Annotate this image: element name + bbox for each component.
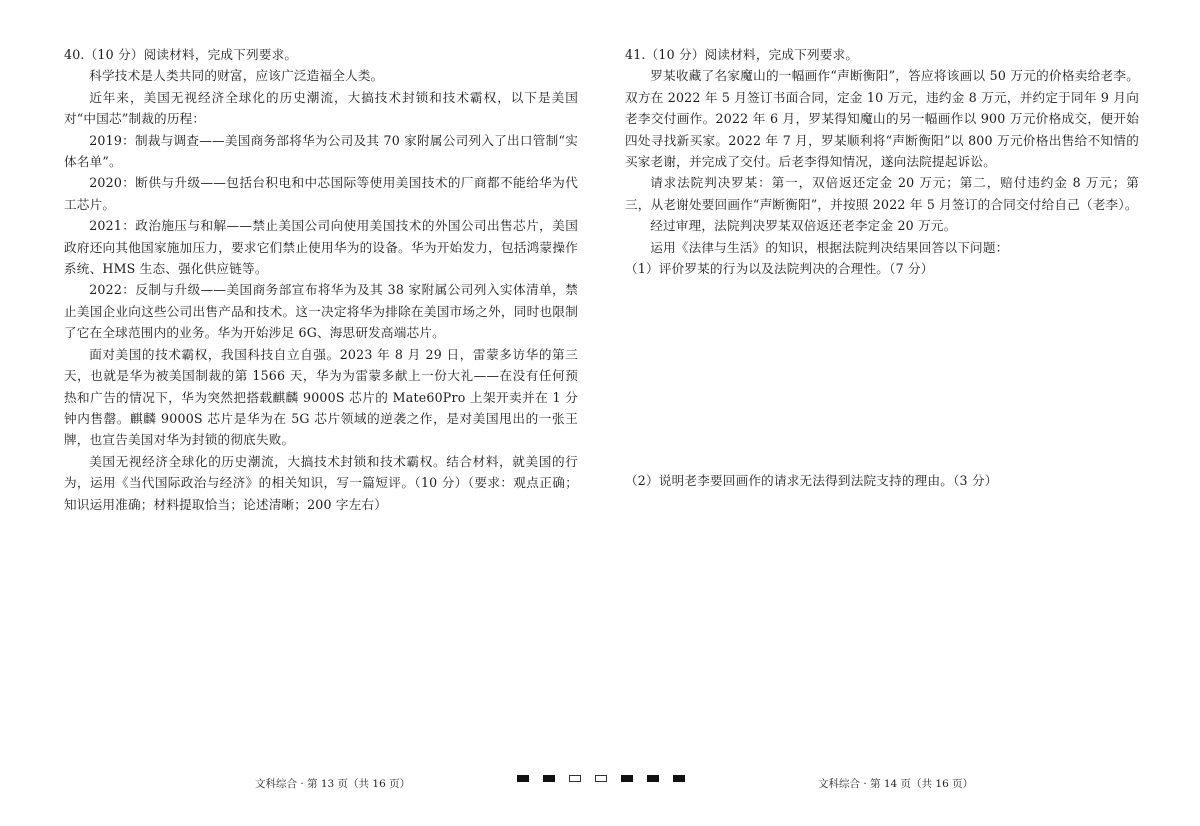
page-alignment-marks — [517, 775, 685, 782]
question-40-title: 40.（10 分）阅读材料，完成下列要求。 — [64, 47, 298, 62]
page-footer-right: 文科综合 · 第 14 页（共 16 页） — [818, 778, 974, 790]
q40-paragraph: 2019：制裁与调查——美国商务部将华为公司及其 70 家附属公司列入了出口管制“实体名单”。 — [64, 132, 578, 170]
question-41-title: 41.（10 分）阅读材料，完成下列要求。 — [625, 47, 859, 62]
q40-task-requirement: 美国无视经济全球化的历史潮流，大搞技术封锁和技术霸权。结合材料，就美国的行为，运用《当代国际政治与经济》的相关知识，写一篇短评。（10 分）（要求：观点正确；知识运用准确；材料提取恰当；论述清晰；200 字左右） — [64, 453, 578, 512]
page-footer-left: 文科综合 · 第 13 页（共 16 页） — [255, 778, 411, 790]
q40-paragraph: 科学技术是人类共同的财富，应该广泛造福全人类。 — [89, 68, 384, 84]
q41-paragraph: 请求法院判决罗某：第一，双倍返还定金 20 万元；第二，赔付违约金 8 万元；第三，从老谢处要回画作“声断衡阳”，并按照 2022 年 5 月签订的合同交付给自己（老李）。 — [625, 175, 1139, 212]
filled-mark — [543, 775, 555, 782]
q41-paragraph: 经过审理，法院判决罗某双倍返还老李定金 20 万元。 — [650, 218, 957, 234]
q40-paragraph: 2020：断供与升级——包括台积电和中芯国际等使用美国技术的厂商都不能给华为代工芯片。 — [64, 175, 578, 212]
right-page-column — [625, 44, 1139, 492]
q40-paragraph: 2022：反制与升级——美国商务部宣布将华为及其 38 家附属公司列入实体清单，禁止美国企业向这些公司出售产品和技术。这一决定将华为排除在美国市场之外，同时也限制了它在全球范围内的业务。华为开始涉足 6G、海思研发高端芯片。 — [64, 282, 578, 341]
q40-paragraph: 2021：政治施压与和解——禁止美国公司向使用美国技术的外国公司出售芯片，美国政府还向其他国家施加压力，要求它们禁止使用华为的设备。华为开始发力，包括鸿蒙操作系统、HMS 生态、强化供应链等。 — [64, 218, 578, 277]
filled-mark — [673, 775, 685, 782]
filled-mark — [647, 775, 659, 782]
q41-paragraph: 罗某收藏了名家魔山的一幅画作“声断衡阳”，答应将该画以 50 万元的价格卖给老李。双方在 2022 年 5 月签订书面合同，定金 10 万元，违约金 8 万元，并约定于同年 9 月向老李交付画作。2022 年 6 月，罗某得知魔山的另一幅画作以 900 万元价格成交，便开始四处寻找新买家。2022 年 7 月，罗某顺利将“声断衡阳”以 800 万元价格出售给不知情的买家老谢，并完成了交付。后老李得知情况，遂向法院提起诉讼。 — [625, 68, 1139, 170]
left-page-column — [64, 44, 578, 515]
open-mark — [595, 775, 607, 782]
filled-mark — [517, 775, 529, 782]
q41-paragraph: 运用《法律与生活》的知识，根据法院判决结果回答以下问题： — [650, 239, 1009, 255]
q41-sub-question-2: （2）说明老李要回画作的请求无法得到法院支持的理由。（3 分） — [625, 473, 998, 489]
q41-sub-question-1: （1）评价罗某的行为以及法院判决的合理性。（7 分） — [625, 261, 934, 277]
filled-mark — [621, 775, 633, 782]
q40-paragraph: 近年来，美国无视经济全球化的历史潮流，大搞技术封锁和技术霸权，以下是美国对“中国芯”制裁的历程： — [64, 89, 578, 127]
q40-paragraph: 面对美国的技术霸权，我国科技自立自强。2023 年 8 月 29 日，雷蒙多访华的第三天，也就是华为被美国制裁的第 1566 天，华为为雷蒙多献上一份大礼——在没有任何预热和广告的情况下，华为突然把搭载麒麟 9000S 芯片的 Mate60Pro 上架开卖并在 1 分钟内售罄。麒麟 9000S 芯片是华为在 5G 芯片领域的逆袭之作，是对美国甩出的一张王牌，也宣告美国对华为封锁的彻底失败。 — [64, 346, 578, 448]
open-mark — [569, 775, 581, 782]
